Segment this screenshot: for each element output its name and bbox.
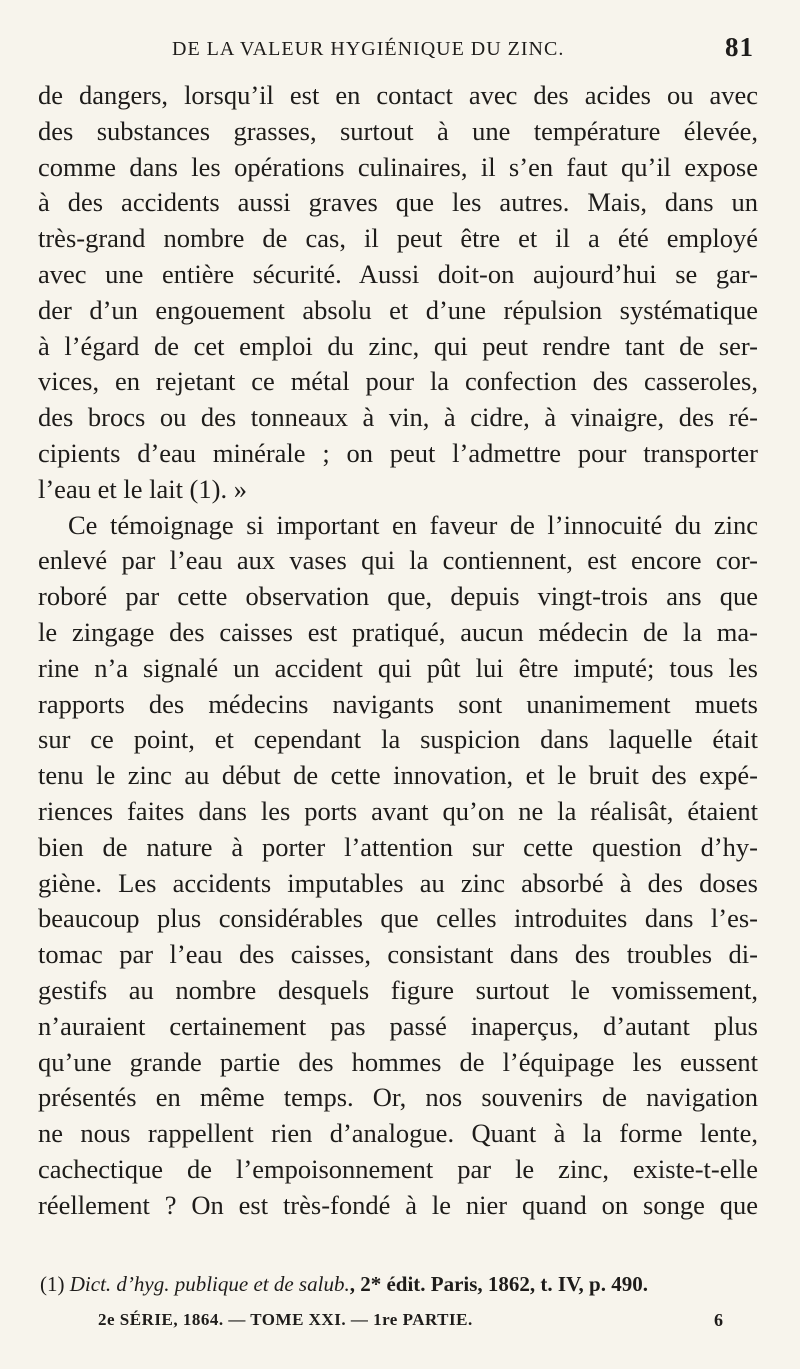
text-line: de dangers, lorsqu’il est en contact avec des acides ou avec — [38, 80, 758, 110]
text-line: sur ce point, et cependant la suspicion dans laquelle était — [38, 724, 758, 755]
text-line: présentés en même temps. Or, nos souvenirs de navigation — [38, 1082, 758, 1113]
running-title: DE LA VALEUR HYGIÉNIQUE DU ZINC. — [172, 38, 565, 60]
page-number: 81 — [725, 32, 754, 62]
text-line: tenu le zinc au début de cette innovation, et le bruit des expé- — [38, 760, 758, 791]
footnote — [40, 1272, 770, 1297]
text-line: réellement ? On est très-fondé à le nier quand on songe que — [38, 1189, 758, 1220]
text-line: des substances grasses, surtout à une température élevée, — [38, 115, 758, 146]
text-line: comme dans les opérations culinaires, il s’en faut qu’il expose — [38, 151, 758, 182]
text-line: giène. Les accidents imputables au zinc absorbé à des doses — [38, 867, 758, 898]
text-line: enlevé par l’eau aux vases qui la contiennent, est encore cor- — [38, 545, 758, 576]
footnote-marker: (1) — [40, 1272, 65, 1296]
text-line: gestifs au nombre desquels figure surtout le vomissement, — [38, 975, 758, 1005]
text-line: le zingage des caisses est pratiqué, aucun médecin de la ma- — [38, 617, 758, 647]
text-line: vices, en rejetant ce métal pour la confection des casseroles, — [38, 366, 758, 397]
text-line: des brocs ou des tonneaux à vin, à cidre, à vinaigre, des ré- — [38, 402, 758, 433]
text-line: cachectique de l’empoisonnement par le zinc, existe-t-elle — [38, 1154, 758, 1184]
running-head — [0, 30, 800, 70]
signature-series: 2e SÉRIE, 1864. — TOME XXI. — 1re PARTIE. — [98, 1310, 473, 1329]
text-line: très-grand nombre de cas, il peut être et il a été employé — [38, 223, 758, 254]
text-line: roboré par cette observation que, depuis vingt-trois ans que — [38, 581, 758, 612]
text-line: ne nous rappellent rien d’analogue. Quant à la forme lente, — [38, 1118, 758, 1149]
text-line: à l’égard de cet emploi du zinc, qui peut rendre tant de ser- — [38, 330, 758, 361]
text-line: rapports des médecins navigants sont unanimement muets — [38, 688, 758, 719]
printer-signature — [0, 1310, 800, 1340]
text-line: avec une entière sécurité. Aussi doit-on aujourd’hui se gar- — [38, 259, 758, 289]
footnote-source-title: Dict. d’hyg. publique et de salub. — [69, 1272, 350, 1296]
text-line: bien de nature à porter l’attention sur cette question d’hy- — [38, 831, 758, 862]
text-line: n’auraient certainement pas passé inaperçus, d’autant plus — [38, 1010, 758, 1041]
text-line: beaucoup plus considérables que celles introduites dans l’es- — [38, 903, 758, 934]
text-line: der d’un engouement absolu et d’une répulsion systématique — [38, 294, 758, 325]
text-line: l’eau et le lait (1). » — [38, 473, 247, 504]
text-line: rine n’a signalé un accident qui pût lui être imputé; tous les — [38, 652, 758, 683]
text-line: Ce témoignage si important en faveur de l’innocuité du zinc — [68, 509, 758, 540]
text-line: qu’une grande partie des hommes de l’équipage les eussent — [38, 1046, 758, 1077]
signature-sheet-number: 6 — [714, 1310, 724, 1330]
text-line: cipients d’eau minérale ; on peut l’admettre pour transporter — [38, 438, 758, 468]
text-line: à des accidents aussi graves que les autres. Mais, dans un — [38, 187, 758, 218]
text-line: riences faites dans les ports avant qu’on ne la réalisât, étaient — [38, 796, 758, 826]
text-line: tomac par l’eau des caisses, consistant dans des troubles di- — [38, 939, 758, 970]
footnote-citation: , 2* édit. Paris, 1862, t. IV, p. 490. — [349, 1272, 648, 1296]
